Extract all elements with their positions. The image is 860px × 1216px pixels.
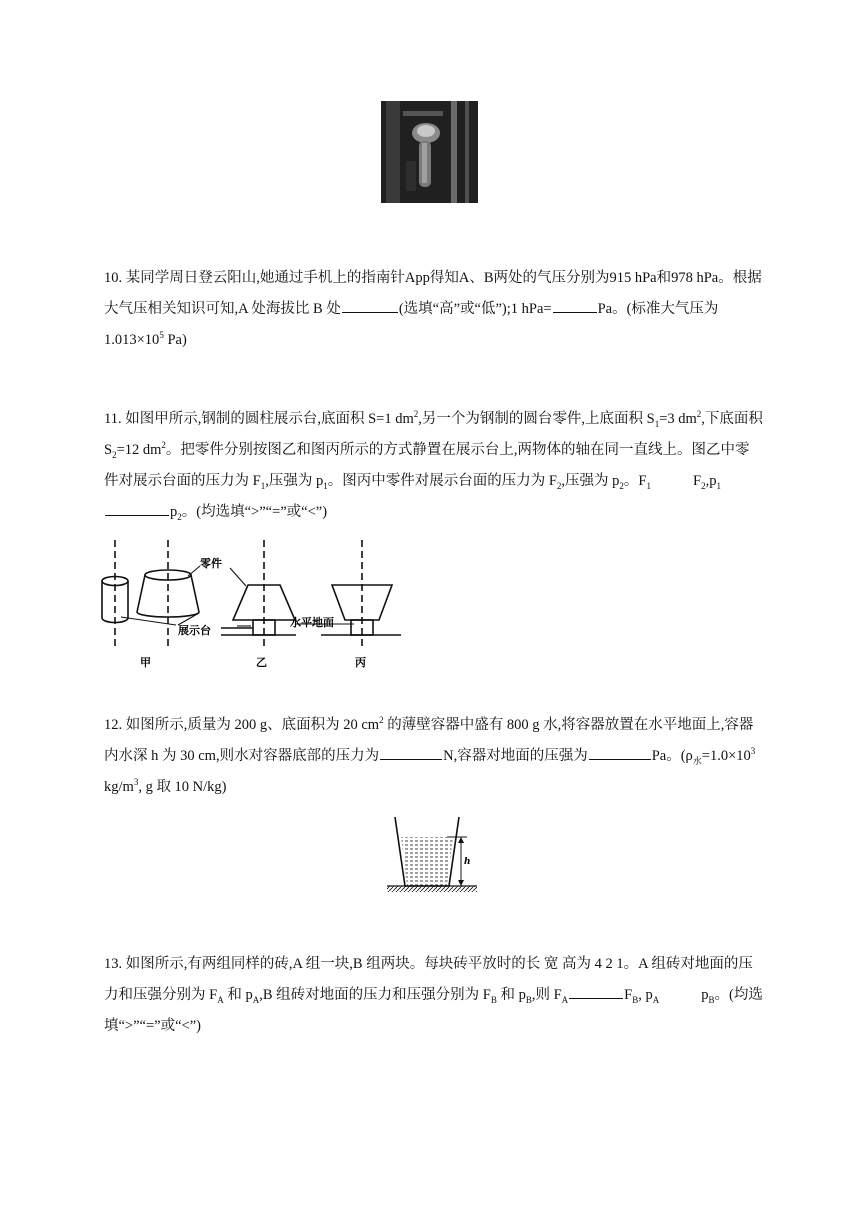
answer-blank[interactable] [652, 469, 692, 485]
label-yi: 乙 [256, 656, 267, 669]
answer-blank[interactable] [660, 983, 700, 999]
pedestal-diagram [96, 538, 416, 674]
answer-blank[interactable] [569, 982, 623, 999]
answer-blank[interactable] [553, 296, 597, 313]
label-h: h [464, 857, 471, 867]
question-12: 12. 如图所示,质量为 200 g、底面积为 20 $cm^2$ 的薄壁容器中盛有 800 g 水,将容器放置在水平地面上,容器内水深 h 为 30 cm,则水对容器底部的压力为 N,容器对地面的压强为 Pa。($\rho_水=1.0\times 10^3$ $kg/m^3$, g 取 10 N/kg) [104, 715, 756, 795]
label-bing: 丙 [355, 656, 366, 669]
question-10: 10. 某同学周日登云阳山,她通过手机上的指南针App得知A、B两处的气压分别为915 hPa和978 hPa。根据大气压相关知识可知,A 处海拔比 B 处 (选填“高”或“低”);1 hPa= Pa。(标准大气压为 $1.013\times 10^5$ Pa) [104, 270, 762, 348]
answer-blank[interactable] [105, 499, 169, 516]
label-ground: 水平地面 [290, 616, 334, 629]
question-number: 13. [104, 956, 123, 972]
label-jia: 甲 [140, 656, 151, 669]
question-number: 11. [104, 411, 122, 427]
label-stand: 展示台 [178, 624, 211, 637]
question-number: 12. [104, 717, 123, 733]
question-number: 10. [104, 270, 123, 286]
compass-app-photo [381, 101, 478, 203]
container-diagram [385, 815, 485, 895]
answer-blank[interactable] [342, 296, 398, 313]
question-13: 13. 如图所示,有两组同样的砖,A 组一块,B 组两块。每块砖平放时的长 宽 高为 4 2 1。A 组砖对地面的压力和压强分别为 $F_A$ 和 $p_A,B$ 组砖对地面的压力和压强分别为 $F_B$ 和 $p_B$,则 $F_A$ $F_B$, $p_A$ $p_B$。(均选填“>”“=”或“<”) [104, 956, 763, 1034]
answer-blank[interactable] [380, 743, 442, 760]
label-part: 零件 [200, 557, 222, 570]
question-11: 11. 如图甲所示,钢制的圆柱展示台,底面积 S=1 $dm^2$,另一个为钢制的圆台零件,上底面积 $S_1=3$ $dm^2$,下底面积 $S_2=12$ $dm^2$。把零件分别按图乙和图丙所示的方式静置在展示台上,两物体的轴在同一直线上。图乙中零件对展示台面的压力为 $F_1$,压强为 $p_1$。图丙中零件对展示台面的压力为 $F_2$,压强为 $p_2$。$F_1$ $F_2,p_1p_2$。(均选填“>”“=”或“<”) [104, 409, 763, 522]
answer-blank[interactable] [589, 743, 651, 760]
